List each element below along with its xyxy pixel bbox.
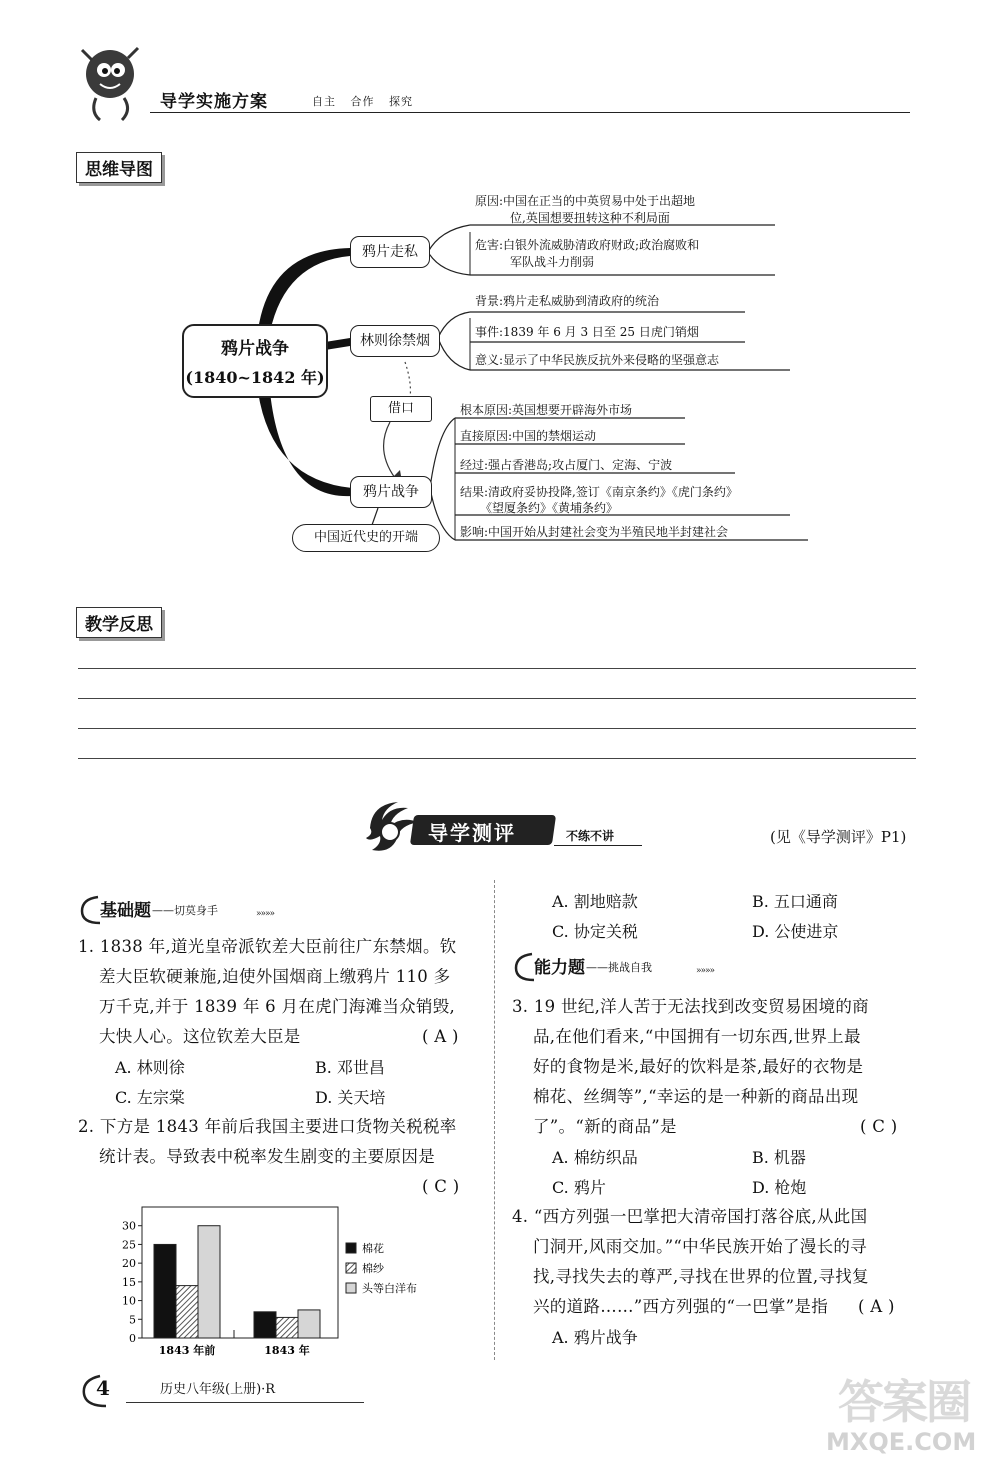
bar-头等白洋布-1843 年: [298, 1310, 320, 1338]
header-subtitle: 自主 合作 探究: [312, 95, 413, 108]
smuggling-branch-text: 位,英国想要扭转这种不利局面: [510, 211, 670, 225]
legend-label: 棉纱: [362, 1262, 384, 1275]
node-pretext: 借口: [370, 396, 432, 422]
war-branch-text: 《望厦条约》《黄埔条约》: [480, 501, 619, 515]
q2-answer: ( C ): [422, 1177, 460, 1196]
q1-line: 差大臣软硬兼施,迫使外国烟商上缴鸦片 110 多: [99, 967, 451, 986]
war-branch-text: 影响:中国开始从封建社会变为半殖民地半封建社会: [460, 525, 729, 539]
q1-option-c: C. 左宗棠: [115, 1088, 185, 1107]
reflection-line: [78, 698, 916, 699]
q4-line: 门洞开,风雨交加。”“中华民族开始了漫长的寻: [533, 1237, 867, 1256]
q3-option-a: A. 棉纺织品: [552, 1148, 638, 1167]
reflection-line: [78, 668, 916, 669]
q1-line: 1. 1838 年,道光皇帝派钦差大臣前往广东禁烟。钦: [78, 937, 457, 956]
branch-ban: [325, 338, 350, 350]
center-years: (1840~1842 年): [185, 368, 325, 387]
legend-label: 头等白洋布: [362, 1282, 417, 1295]
q1-option-d: D. 关天培: [315, 1088, 386, 1107]
q2-line: 2. 下方是 1843 年前后我国主要进口货物关税税率: [78, 1117, 457, 1136]
y-tick-label: 25: [122, 1238, 136, 1252]
q3-line: 品,在他们看来,“中国拥有一切东西,世界上最: [533, 1027, 861, 1046]
q3-line: 了”。“新的商品”是: [533, 1117, 677, 1136]
test-reference: (见《导学测评》P1): [770, 828, 907, 846]
legend-label: 棉花: [362, 1242, 384, 1255]
q4-option-a: A. 鸦片战争: [552, 1328, 638, 1347]
bar-头等白洋布-1843 年前: [198, 1226, 220, 1338]
ability-section-subtitle: ——挑战自我: [586, 961, 652, 974]
node-smuggling: 鸦片走私: [350, 236, 430, 268]
war-branch-text: 直接原因:中国的禁烟运动: [460, 429, 597, 443]
tariff-bar-chart: [100, 1195, 440, 1365]
q3-option-d: D. 枪炮: [752, 1178, 807, 1197]
q1-option-a: A. 林则徐: [115, 1058, 185, 1077]
legend-swatch-棉纱: [346, 1263, 356, 1273]
x-category-label: 1843 年前: [158, 1344, 216, 1357]
column-divider: [494, 880, 495, 1360]
q3-option-b: B. 机器: [752, 1148, 806, 1167]
q2-line: 统计表。导致表中税率发生剧变的主要原因是: [99, 1147, 435, 1166]
decorative-arrows: »»»»: [696, 966, 715, 976]
basic-section-subtitle: ——切莫身手: [152, 904, 218, 917]
smuggling-branch-text: 军队战斗力削弱: [510, 255, 595, 269]
node-modern-start: 中国近代史的开端: [292, 524, 440, 552]
q1-line: 大快人心。这位钦差大臣是: [99, 1027, 301, 1046]
q3-line: 3. 19 世纪,洋人苦于无法找到改变贸易困境的商: [512, 997, 869, 1016]
y-tick-label: 0: [129, 1332, 136, 1345]
q2-option-d: D. 公使进京: [752, 922, 839, 941]
bar-棉纱-1843 年前: [176, 1286, 198, 1338]
q1-line: 万千克,并于 1839 年 6 月在虎门海滩当众销毁,: [99, 997, 456, 1016]
q1-answer: ( A ): [422, 1027, 459, 1046]
node-war: 鸦片战争: [350, 476, 432, 508]
header-title: 导学实施方案: [160, 92, 268, 112]
watermark: 答案圈: [838, 1375, 970, 1429]
ban-branch-text: 事件:1839 年 6 月 3 日至 25 日虎门销烟: [475, 325, 699, 339]
q2-option-a: A. 割地赔款: [552, 892, 638, 911]
basic-section-title: 基础题: [100, 901, 151, 921]
y-tick-label: 15: [122, 1275, 136, 1289]
y-tick-label: 20: [122, 1257, 136, 1271]
smuggling-branch-text: 危害:白银外流威胁清政府财政;政治腐败和: [475, 238, 700, 252]
legend-swatch-棉花: [346, 1243, 356, 1253]
war-branch-text: 结果:清政府妥协投降,签订《南京条约》《虎门条约》: [460, 485, 738, 499]
q4-line: 找,寻找失去的尊严,寻找在世界的位置,寻找复: [533, 1267, 869, 1286]
test-banner-title: 导学测评: [428, 821, 516, 845]
test-banner-tag: 不练不讲: [566, 829, 615, 843]
reflection-line: [78, 758, 916, 759]
center-title: 鸦片战争: [221, 339, 289, 359]
q4-line: 4. “西方列强一巴掌把大清帝国打落谷底,从此国: [512, 1207, 868, 1226]
page-number: 4: [96, 1376, 110, 1400]
footer-rule: [126, 1402, 364, 1403]
q3-answer: ( C ): [860, 1117, 898, 1136]
x-category-label: 1843 年: [264, 1344, 310, 1357]
branch-smuggling: [258, 248, 350, 332]
branch-war: [258, 392, 352, 496]
bar-棉花-1843 年前: [154, 1244, 176, 1338]
page-number-mark: [78, 1372, 138, 1412]
q4-answer: ( A ): [858, 1297, 895, 1316]
y-tick-label: 10: [122, 1294, 136, 1308]
ban-branch-text: 背景:鸦片走私威胁到清政府的统治: [475, 294, 660, 308]
reflection-section-label: 教学反思: [76, 607, 162, 638]
ability-section-heading: [512, 950, 752, 982]
legend-swatch-头等白洋布: [346, 1283, 356, 1293]
q3-option-c: C. 鸦片: [552, 1178, 606, 1197]
decorative-arrows: »»»»: [256, 909, 275, 919]
mindmap-section-label: 思维导图: [76, 152, 162, 183]
ability-section-title: 能力题: [534, 958, 585, 978]
smuggling-branch-text: 原因:中国在正当的中英贸易中处于出超地: [475, 194, 696, 208]
war-branch-text: 根本原因:英国想要开辟海外市场: [460, 403, 633, 417]
mindmap-center-node: [182, 324, 328, 398]
y-tick-label: 30: [122, 1219, 136, 1233]
watermark-url: MXQE.COM: [826, 1428, 977, 1456]
y-tick-label: 5: [129, 1313, 136, 1327]
test-banner-rule: [554, 845, 642, 846]
war-branch-text: 经过:强占香港岛;攻占厦门、定海、宁波: [460, 458, 673, 472]
footer-book-title: 历史八年级(上册)·R: [160, 1382, 276, 1397]
q1-option-b: B. 邓世昌: [315, 1058, 385, 1077]
node-ban: 林则徐禁烟: [350, 325, 440, 357]
q2-option-c: C. 协定关税: [552, 922, 638, 941]
basic-section-heading: [78, 893, 308, 925]
q3-line: 棉花、丝绸等”,“幸运的是一种新的商品出现: [533, 1087, 859, 1106]
q4-line: 兴的道路……”西方列强的“一巴掌”是指: [533, 1297, 829, 1316]
q2-option-b: B. 五口通商: [752, 892, 838, 911]
bar-棉纱-1843 年: [276, 1317, 298, 1338]
bar-棉花-1843 年: [254, 1312, 276, 1338]
q3-line: 好的食物是米,最好的饮料是茶,最好的衣物是: [533, 1057, 864, 1076]
reflection-line: [78, 728, 916, 729]
ban-branch-text: 意义:显示了中华民族反抗外来侵略的坚强意志: [475, 353, 720, 367]
